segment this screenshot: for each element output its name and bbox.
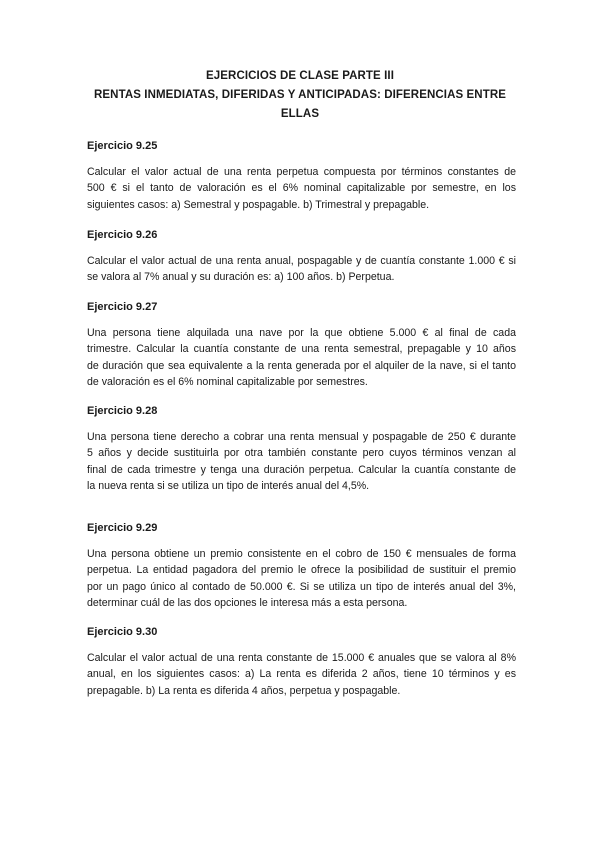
text-line: 5 años y decide sustituirla por otra también constante pero cuyos términos venzan al [87,447,516,460]
text-line: Calcular el valor actual de una renta constante de 15.000 € anuales que se valora al 8% [87,652,516,664]
text-line: de duración que sea equivalente a la renta generada por el alquiler de la nave, si el tanto [87,359,516,372]
text-line: Una persona tiene alquilada una nave por la que obtiene 5.000 € al final de cada [87,327,516,339]
text-line: Una persona obtiene un premio consistente en el cobro de 150 € mensuales de forma [87,548,516,560]
exercise-heading: Ejercicio 9.28 [87,405,158,417]
exercise-heading: Ejercicio 9.30 [87,626,158,638]
text-line: se valora al 7% anual y su duración es: a) 100 años. b) Perpetua. [87,271,395,284]
text-line: determinar cuál de las dos opciones le interesa más a esta persona. [87,596,408,609]
text-line: trimestre. Calcular la cuantía constante de una renta semestral, prepagable y 10 años [87,343,516,356]
text-line: final de cada trimestre y tenga una duración perpetua. Calcular la cuantía constante de [87,463,516,476]
document-title [80,67,520,124]
text-line: prepagable. b) La renta es diferida 4 años, perpetua y pospagable. [87,684,401,697]
title-line-2: RENTAS INMEDIATAS, DIFERIDAS Y ANTICIPADAS: DIFERENCIAS ENTRE [93,89,507,101]
text-line: la nueva renta si se utiliza un tipo de interés anual del 4,5%. [87,479,370,492]
exercise-heading: Ejercicio 9.26 [87,229,158,241]
exercise-text [87,546,516,611]
text-line: Calcular el valor actual de una renta perpetua compuesta por términos constantes de [87,166,516,178]
text-line: 500 € si el tanto de valoración es el 6% nominal capitalizable por semestre, en los [87,182,516,195]
text-line: anual, en los siguientes casos: a) La renta es diferida 2 años, tiene 10 términos y es [87,668,516,681]
exercise-text [87,429,516,494]
exercise-heading: Ejercicio 9.25 [87,140,158,152]
text-line: por un pago único al contado de 50.000 €. Si se utiliza un tipo de interés anual del 3%, [87,580,516,593]
exercise-heading: Ejercicio 9.29 [87,522,158,534]
exercise-text [87,164,516,213]
title-line-3: ELLAS [280,108,320,120]
text-line: siguientes casos: a) Semestral y pospagable. b) Trimestral y prepagable. [87,198,430,211]
exercise-text [87,253,516,286]
text-line: Una persona tiene derecho a cobrar una renta mensual y pospagable de 250 € durante [87,431,516,443]
title-line-1: EJERCICIOS DE CLASE PARTE III [206,70,394,82]
text-line: de valoración es el 6% nominal capitalizable por semestres. [87,375,368,388]
text-line: Calcular el valor actual de una renta anual, pospagable y de cuantía constante 1.000 € si [87,255,516,267]
exercise-heading: Ejercicio 9.27 [87,301,158,313]
exercise-text [87,650,516,699]
text-line: perpetua. La entidad pagadora del premio le ofrece la posibilidad de sustituir el premio [87,564,516,577]
exercise-text [87,325,516,390]
